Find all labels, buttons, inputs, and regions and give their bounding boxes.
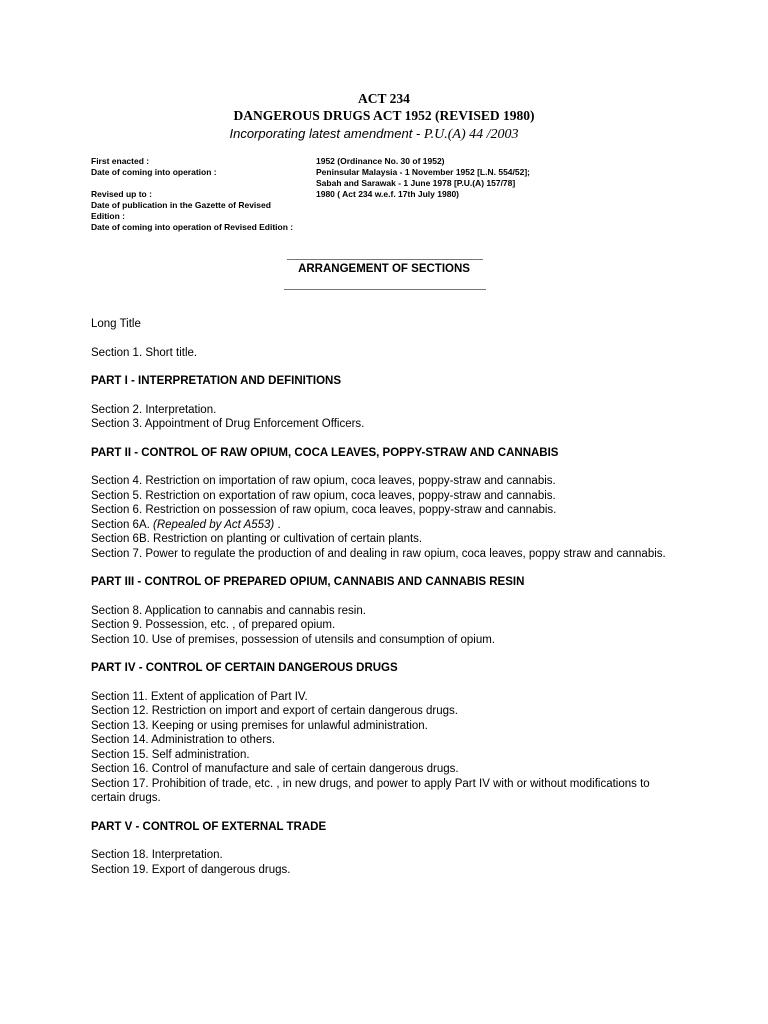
act-number: ACT 234 (358, 91, 410, 106)
section-entry: Section 6B. Restriction on planting or cultivation of certain plants. (91, 533, 423, 545)
date-publication-label-line2: Edition : (91, 211, 125, 221)
arrangement-heading: ARRANGEMENT OF SECTIONS (298, 263, 470, 275)
heading-rule-top (287, 259, 483, 260)
amendment-line (0, 126, 748, 143)
section-entry: Section 7. Power to regulate the production of and dealing in raw opium, coca leaves, poppy straw and cannabis. (91, 547, 666, 560)
section-entry: Section 8. Application to cannabis and cannabis resin. (91, 604, 366, 617)
section-entry: Section 1. Short title. (91, 346, 198, 359)
first-enacted-value: 1952 (Ordinance No. 30 of 1952) (316, 156, 445, 166)
section-6a-repealed-note: (Repealed by Act A553) (153, 518, 275, 531)
part-heading: PART III - CONTROL OF PREPARED OPIUM, CANNABIS AND CANNABIS RESIN (91, 576, 525, 588)
section-entry: Section 16. Control of manufacture and sale of certain dangerous drugs. (91, 763, 459, 775)
date-coming-into-operation-label: Date of coming into operation : (91, 167, 217, 177)
act-title: DANGEROUS DRUGS ACT 1952 (REVISED 1980) (233, 108, 535, 123)
amendment-reference: P.U.(A) 44 /2003 (423, 127, 519, 142)
section-entry: Section 5. Restriction on exportation of raw opium, coca leaves, poppy-straw and cannabis. (91, 489, 556, 502)
section-6a-suffix: . (274, 518, 281, 531)
section-entry: Section 13. Keeping or using premises for unlawful administration. (91, 719, 428, 732)
part-heading: PART V - CONTROL OF EXTERNAL TRADE (91, 820, 327, 833)
metadata-values (316, 156, 716, 200)
section-entry: Section 10. Use of premises, possession of utensils and consumption of opium. (91, 633, 495, 646)
section-entry: Section 12. Restriction on import and export of certain dangerous drugs. (91, 705, 458, 717)
section-entry: Section 18. Interpretation. (91, 849, 223, 861)
section-entry: Section 6. Restriction on possession of raw opium, coca leaves, poppy-straw and cannabis. (91, 504, 557, 516)
part-heading: PART I - INTERPRETATION AND DEFINITIONS (91, 375, 342, 387)
revised-up-to-label: Revised up to : (91, 189, 152, 199)
amendment-prefix: Incorporating latest amendment - (229, 126, 424, 141)
metadata-labels (91, 156, 316, 233)
coming-into-operation-value-1: Peninsular Malaysia - 1 November 1952 [L.N. 554/52]; (316, 167, 531, 177)
part-heading: PART II - CONTROL OF RAW OPIUM, COCA LEAVES, POPPY-STRAW AND CANNABIS (91, 446, 559, 459)
section-entry (91, 518, 671, 533)
section-entry: Section 3. Appointment of Drug Enforcement Officers. (91, 418, 365, 430)
section-entry: Section 15. Self administration. (91, 748, 250, 761)
first-enacted-label: First enacted : (91, 156, 150, 166)
section-entry: Section 19. Export of dangerous drugs. (91, 863, 291, 876)
date-publication-label-line1: Date of publication in the Gazette of Revised (91, 200, 271, 210)
sections-list (91, 317, 671, 877)
section-6a-number: Section 6A. (91, 518, 154, 531)
revised-up-to-value: 1980 ( Act 234 w.e.f. 17th July 1980) (316, 189, 459, 199)
section-entry: Section 14. Administration to others. (91, 734, 276, 746)
heading-rule-bottom (284, 289, 486, 290)
long-title-entry: Long Title (91, 318, 141, 330)
section-entry: Section 4. Restriction on importation of raw opium, coca leaves, poppy-straw and cannabis. (91, 475, 556, 487)
coming-into-operation-value-2: Sabah and Sarawak - 1 June 1978 [P.U.(A) 157/78] (316, 178, 516, 188)
date-coming-revised-label: Date of coming into operation of Revised Edition : (91, 222, 294, 232)
section-entry: Section 9. Possession, etc. , of prepared opium. (91, 619, 336, 631)
section-entry: Section 11. Extent of application of Part IV. (91, 690, 308, 703)
part-heading: PART IV - CONTROL OF CERTAIN DANGEROUS DRUGS (91, 662, 398, 674)
section-entry: Section 17. Prohibition of trade, etc. , in new drugs, and power to apply Part IV with or without modifications to certain drugs. (91, 777, 650, 804)
section-entry: Section 2. Interpretation. (91, 403, 217, 416)
